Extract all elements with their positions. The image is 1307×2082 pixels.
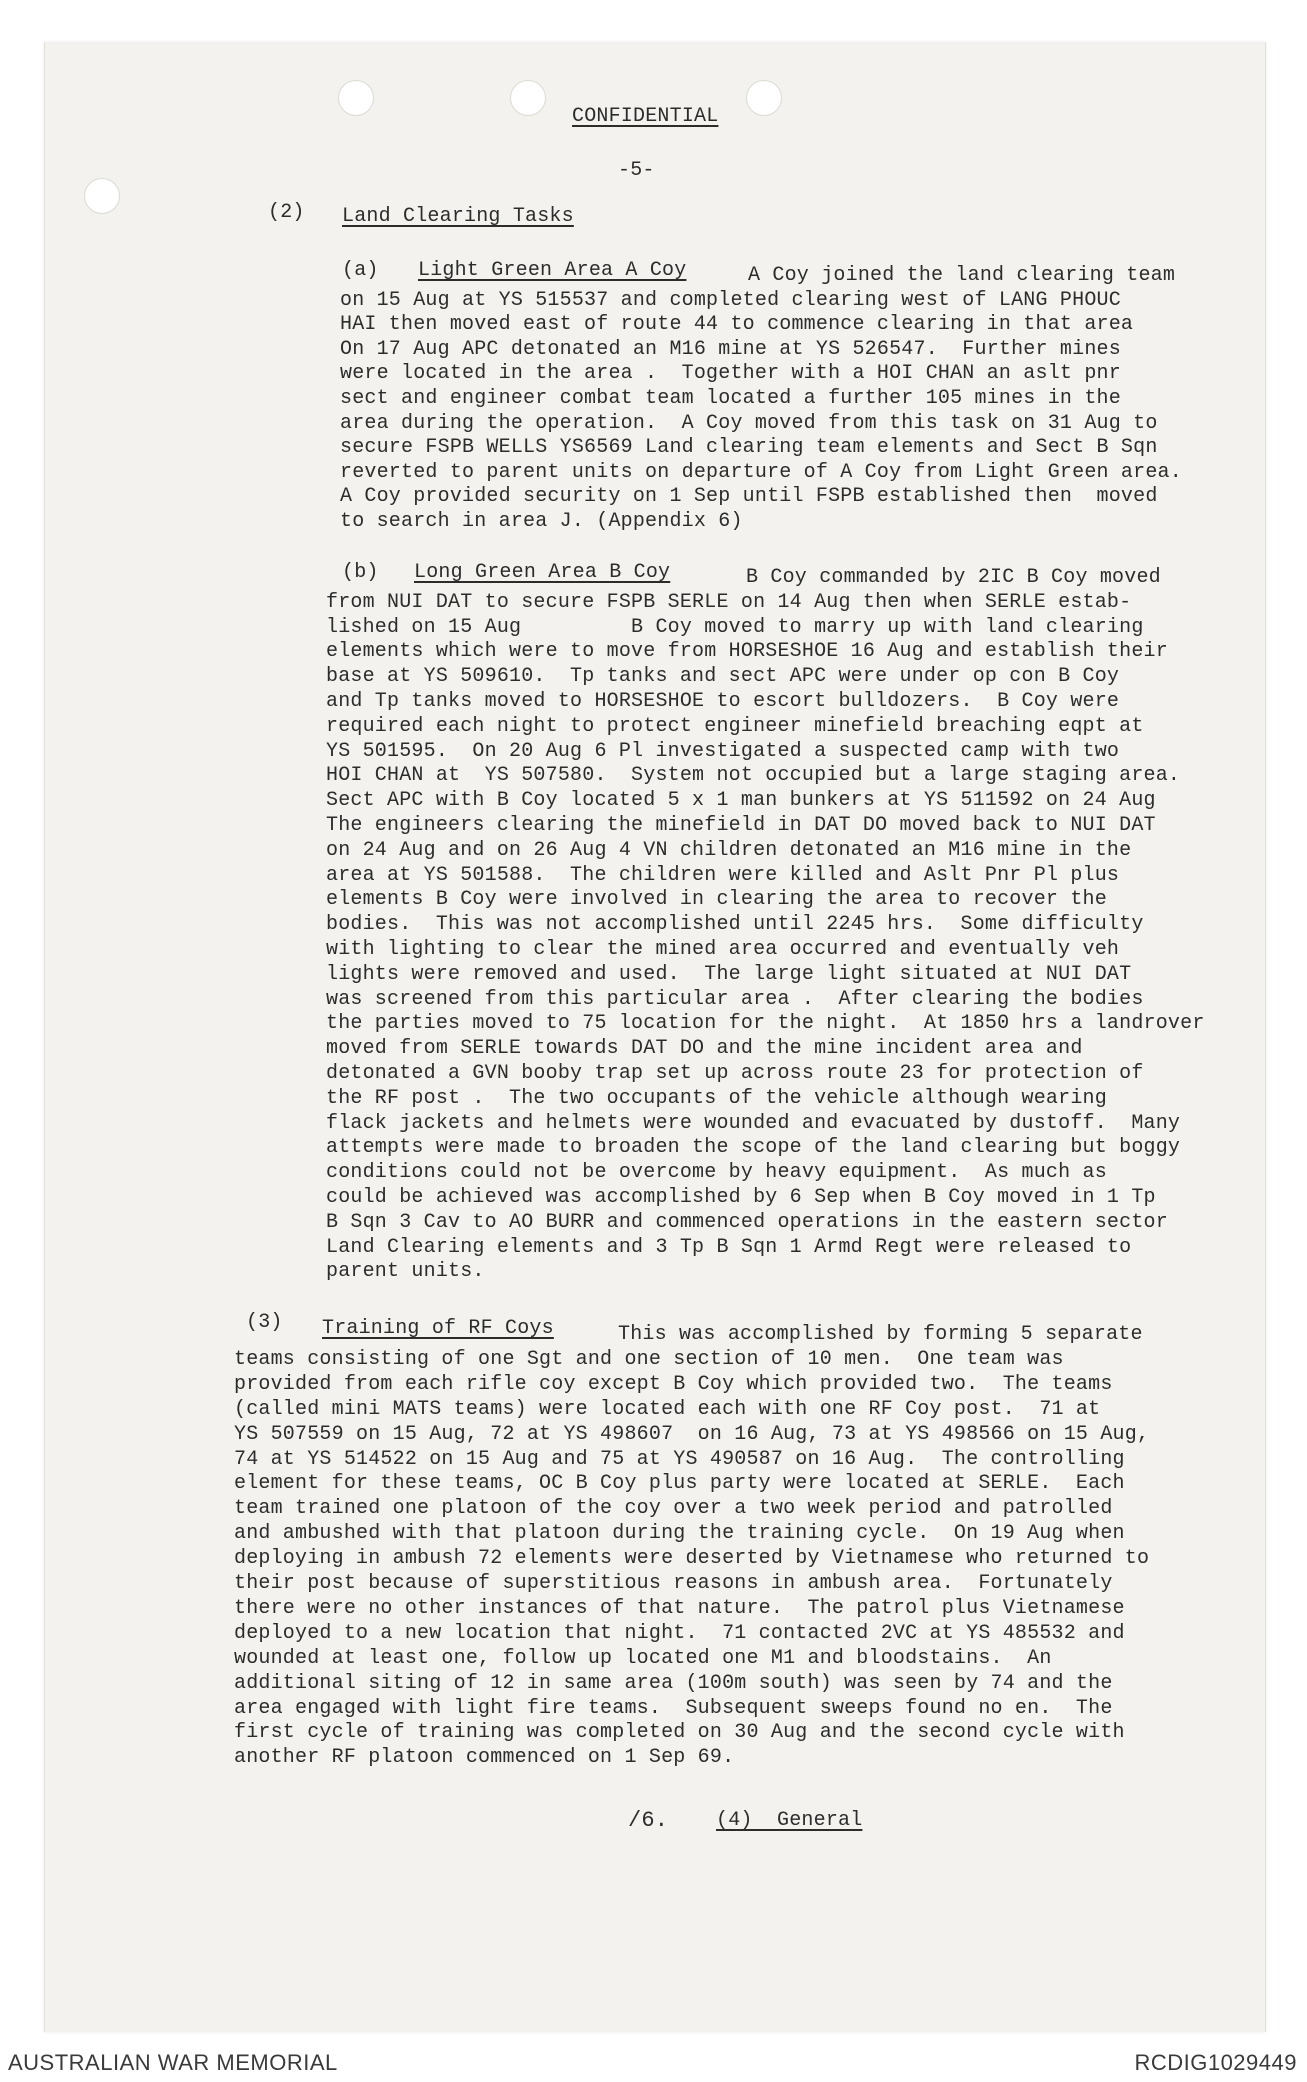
text-line: and ambushed with that platoon during the training cycle. On 19 Aug when (234, 1522, 1125, 1546)
next-section-heading: (4) General (716, 1809, 863, 1832)
subsection-label: (b) (342, 561, 379, 584)
text-line: from NUI DAT to secure FSPB SERLE on 14 Aug then when SERLE estab- (326, 590, 1132, 614)
text-line: were located in the area . Together with a HOI CHAN an aslt pnr (340, 362, 1121, 386)
text-line: first cycle of training was completed on 30 Aug and the second cycle with (234, 1721, 1125, 1745)
section-heading: Land Clearing Tasks (342, 205, 574, 228)
text-line: base at YS 509610. Tp tanks and sect APC were under op con B Coy (326, 665, 1120, 689)
text-line: on 15 Aug at YS 515537 and completed clearing west of LANG PHOUC (340, 288, 1121, 312)
text-line: parent units. (326, 1260, 485, 1284)
text-line: B Sqn 3 Cav to AO BURR and commenced operations in the eastern sector (326, 1210, 1168, 1234)
text-line: another RF platoon commenced on 1 Sep 69. (234, 1746, 735, 1770)
text-line: (called mini MATS teams) were located each with one RF Coy post. 71 at (234, 1397, 1101, 1421)
text-line: required each night to protect engineer minefield breaching eqpt at (326, 714, 1144, 738)
text-line: A Coy provided security on 1 Sep until FSPB established then moved (340, 485, 1158, 509)
text-line: B Coy commanded by 2IC B Coy moved (746, 566, 1161, 589)
section-number: (3) (246, 1311, 283, 1334)
text-line: reverted to parent units on departure of A Coy from Light Green area. (340, 460, 1182, 484)
text-line: lights were removed and used. The large light situated at NUI DAT (326, 962, 1132, 986)
subsection-label: (a) (342, 259, 379, 282)
text-line: on 24 Aug and on 26 Aug 4 VN children detonated an M16 mine in the (326, 838, 1132, 862)
text-line: elements B Coy were involved in clearing the area to recover the (326, 888, 1107, 912)
text-line: area engaged with light fire teams. Subsequent sweeps found no en. The (234, 1696, 1113, 1720)
subsection-heading: Light Green Area A Coy (418, 259, 687, 282)
text-line: HOI CHAN at YS 507580. System not occupied but a large staging area. (326, 764, 1181, 788)
text-line: the RF post . The two occupants of the vehicle although wearing (326, 1086, 1107, 1110)
text-line: teams consisting of one Sgt and one section of 10 men. One team was (234, 1347, 1064, 1371)
text-line: attempts were made to broaden the scope of the land clearing but boggy (326, 1136, 1181, 1160)
subsection-heading: Long Green Area B Coy (414, 561, 671, 584)
text-line: lished on 15 Aug B Coy moved to marry up with land clearing (326, 615, 1144, 639)
text-line: This was accomplished by forming 5 separate (618, 1323, 1143, 1346)
text-line: deploying in ambush 72 elements were deserted by Vietnamese who returned to (234, 1547, 1150, 1571)
punch-hole (338, 80, 374, 116)
classification-heading: CONFIDENTIAL (572, 105, 719, 128)
text-line: area during the operation. A Coy moved from this task on 31 Aug to (340, 411, 1158, 435)
text-line: area at YS 501588. The children were killed and Aslt Pnr Pl plus (326, 863, 1120, 887)
text-line: and Tp tanks moved to HORSESHOE to escort bulldozers. B Coy were (326, 690, 1120, 713)
text-line: moved from SERLE towards DAT DO and the mine incident area and (326, 1037, 1083, 1061)
text-line: secure FSPB WELLS YS6569 Land clearing team elements and Sect B Sqn (340, 436, 1158, 460)
text-line: A Coy joined the land clearing team (748, 264, 1176, 287)
text-line: team trained one platoon of the coy over a two week period and patrolled (234, 1497, 1113, 1521)
archive-reference-id: RCDIG1029449 (1134, 2050, 1297, 2075)
text-line: On 17 Aug APC detonated an M16 mine at YS 526547. Further mines (340, 337, 1121, 361)
text-line: sect and engineer combat team located a further 105 mines in the (340, 387, 1121, 410)
text-line: bodies. This was not accomplished until 2245 hrs. Some difficulty (326, 913, 1144, 937)
text-line: The engineers clearing the minefield in DAT DO moved back to NUI DAT (326, 814, 1156, 837)
page-number: -5- (618, 159, 655, 182)
punch-hole (746, 80, 782, 116)
text-line: elements which were to move from HORSESHOE 16 Aug and establish their (326, 640, 1168, 664)
text-line: YS 507559 on 15 Aug, 72 at YS 498607 on 16 Aug, 73 at YS 498566 on 15 Aug, (234, 1422, 1150, 1446)
text-line: with lighting to clear the mined area occurred and eventually veh (326, 938, 1120, 961)
text-line: flack jackets and helmets were wounded and evacuated by dustoff. Many (326, 1111, 1181, 1135)
text-line: their post because of superstitious reasons in ambush area. Fortunately (234, 1572, 1113, 1595)
text-line: could be achieved was accomplished by 6 Sep when B Coy moved in 1 Tp (326, 1186, 1156, 1209)
continuation-marker: /6. (628, 1808, 669, 1833)
archive-credit: AUSTRALIAN WAR MEMORIAL (8, 2050, 338, 2075)
text-line: HAI then moved east of route 44 to commence clearing in that area (340, 313, 1134, 337)
text-line: 74 at YS 514522 on 15 Aug and 75 at YS 490587 on 16 Aug. The controlling (234, 1447, 1125, 1471)
text-line: Sect APC with B Coy located 5 x 1 man bunkers at YS 511592 on 24 Aug (326, 789, 1156, 813)
section-heading: Training of RF Coys (322, 1317, 554, 1340)
text-line: additional siting of 12 in same area (100m south) was seen by 74 and the (234, 1671, 1113, 1695)
text-line: the parties moved to 75 location for the night. At 1850 hrs a landrover (326, 1012, 1205, 1036)
punch-hole (84, 178, 120, 214)
text-line: deployed to a new location that night. 71 contacted 2VC at YS 485532 and (234, 1621, 1125, 1645)
text-line: element for these teams, OC B Coy plus party were located at SERLE. Each (234, 1472, 1125, 1496)
text-line: provided from each rifle coy except B Coy which provided two. The teams (234, 1372, 1113, 1396)
text-line: there were no other instances of that nature. The patrol plus Vietnamese (234, 1596, 1125, 1620)
punch-hole (510, 80, 546, 116)
text-line: was screened from this particular area . After clearing the bodies (326, 987, 1144, 1011)
section-number: (2) (268, 201, 305, 224)
text-line: YS 501595. On 20 Aug 6 Pl investigated a suspected camp with two (326, 739, 1120, 763)
text-line: conditions could not be overcome by heavy equipment. As much as (326, 1161, 1107, 1185)
text-line: to search in area J. (Appendix 6) (340, 510, 743, 533)
text-line: detonated a GVN booby trap set up across route 23 for protection of (326, 1062, 1144, 1085)
text-line: Land Clearing elements and 3 Tp B Sqn 1 Armd Regt were released to (326, 1235, 1132, 1259)
text-line: wounded at least one, follow up located one M1 and bloodstains. An (234, 1646, 1052, 1670)
